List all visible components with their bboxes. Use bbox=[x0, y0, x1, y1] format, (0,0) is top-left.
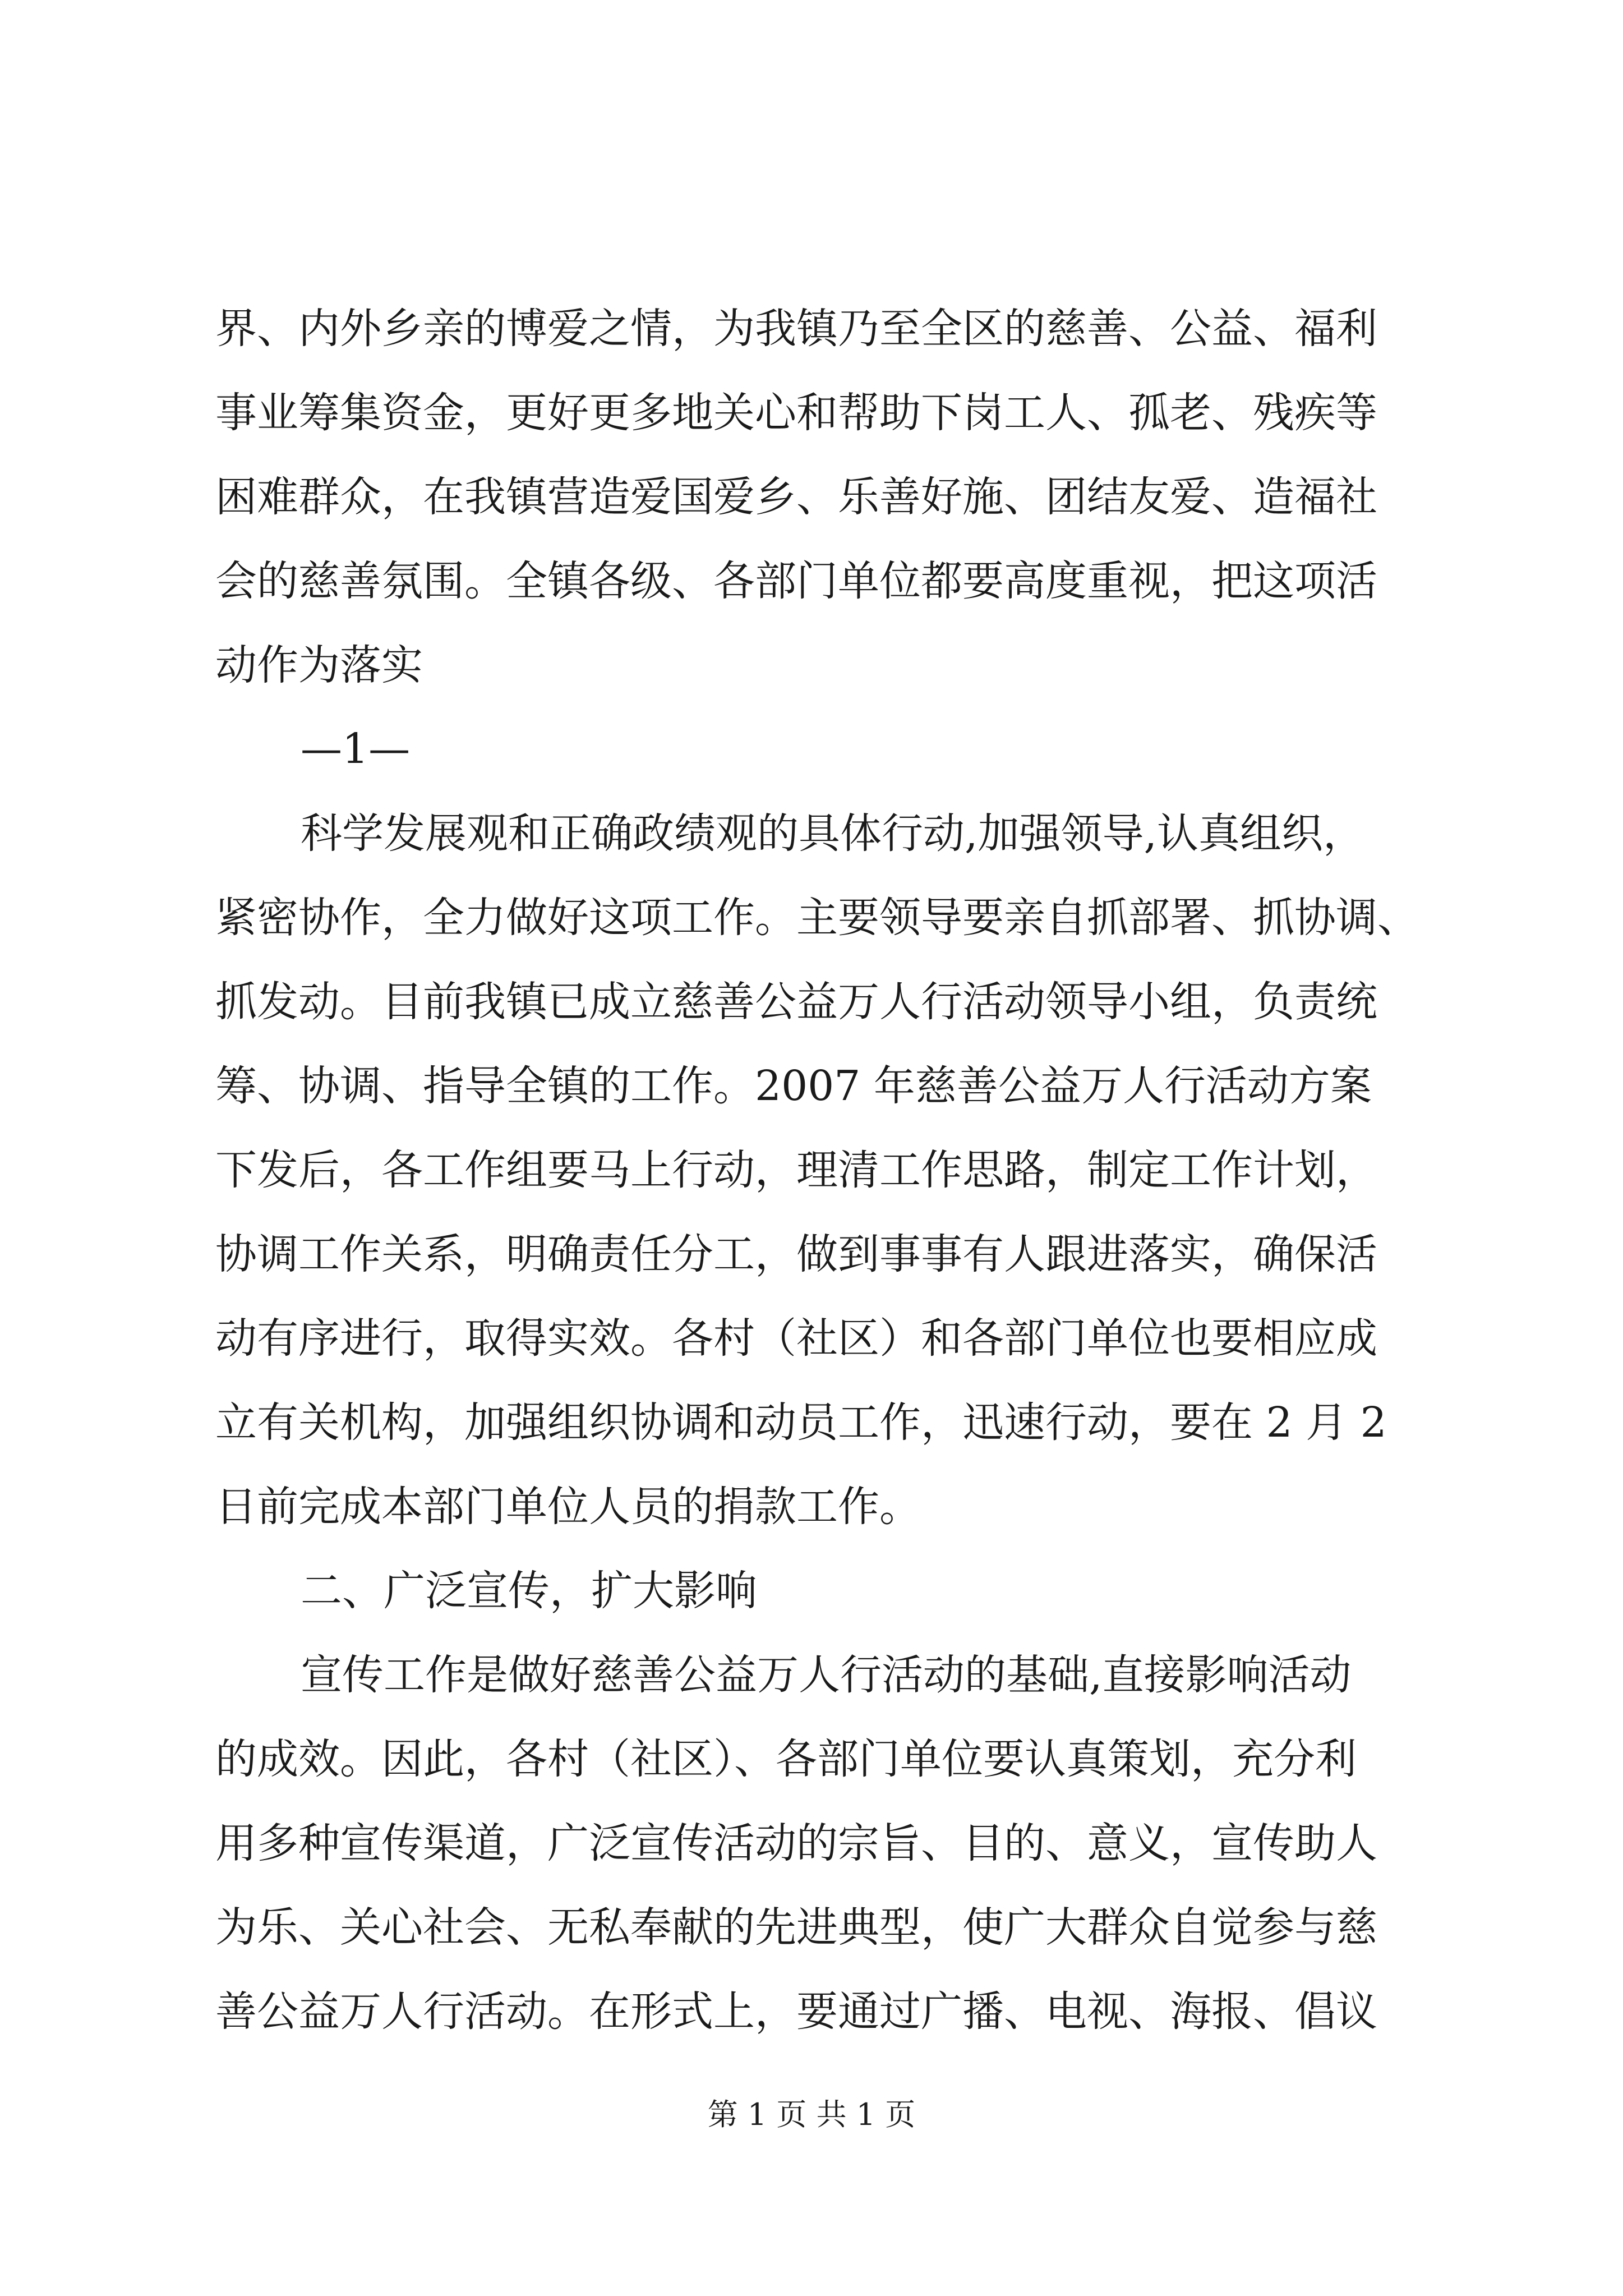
page-footer: 第 1 页 共 1 页 bbox=[707, 2097, 916, 2132]
body-text-line: 为乐、关心社会、无私奉献的先进典型，使广大群众自觉参与慈 bbox=[215, 1903, 1377, 1952]
body-text-line: 日前完成本部门单位人员的捐款工作。 bbox=[215, 1483, 921, 1531]
body-text-line: 科学发展观和正确政绩观的具体行动,加强领导,认真组织， bbox=[301, 809, 1365, 858]
body-text-line: 事业筹集资金，更好更多地关心和帮助下岗工人、孤老、残疾等 bbox=[215, 389, 1377, 437]
body-text-line: 筹、协调、指导全镇的工作。2007 年慈善公益万人行活动方案 bbox=[215, 1062, 1372, 1110]
body-text-line: 宣传工作是做好慈善公益万人行活动的基础,直接影响活动 bbox=[301, 1651, 1352, 1699]
body-text-line: 困难群众，在我镇营造爱国爱乡、乐善好施、团结友爱、造福社 bbox=[215, 473, 1377, 521]
body-text-line: 用多种宣传渠道，广泛宣传活动的宗旨、目的、意义，宣传助人 bbox=[215, 1819, 1377, 1867]
body-text-line: 立有关机构，加强组织协调和动员工作，迅速行动，要在 2 月 2 bbox=[215, 1398, 1387, 1447]
body-text-line: 动有序进行，取得实效。各村（社区）和各部门单位也要相应成 bbox=[215, 1314, 1377, 1363]
body-text-line: 的成效。因此，各村（社区）、各部门单位要认真策划，充分利 bbox=[215, 1735, 1357, 1783]
body-text-line: 抓发动。目前我镇已成立慈善公益万人行活动领导小组，负责统 bbox=[215, 978, 1377, 1026]
body-text-line: 协调工作关系，明确责任分工，做到事事有人跟进落实，确保活 bbox=[215, 1230, 1377, 1278]
body-text-line: 会的慈善氛围。全镇各级、各部门单位都要高度重视，把这项活 bbox=[215, 557, 1377, 605]
body-text-line: 下发后，各工作组要马上行动，理清工作思路，制定工作计划， bbox=[215, 1146, 1377, 1194]
page-number-marker: —1— bbox=[301, 725, 411, 773]
body-text-line: 善公益万人行活动。在形式上，要通过广播、电视、海报、倡议 bbox=[215, 1987, 1377, 2036]
body-text-line: 界、内外乡亲的博爱之情，为我镇乃至全区的慈善、公益、福利 bbox=[215, 305, 1377, 353]
body-text-line: 动作为落实 bbox=[215, 641, 423, 689]
section-heading: 二、广泛宣传，扩大影响 bbox=[301, 1567, 757, 1615]
body-text-line: 紧密协作，全力做好这项工作。主要领导要亲自抓部署、抓协调、 bbox=[215, 894, 1419, 942]
